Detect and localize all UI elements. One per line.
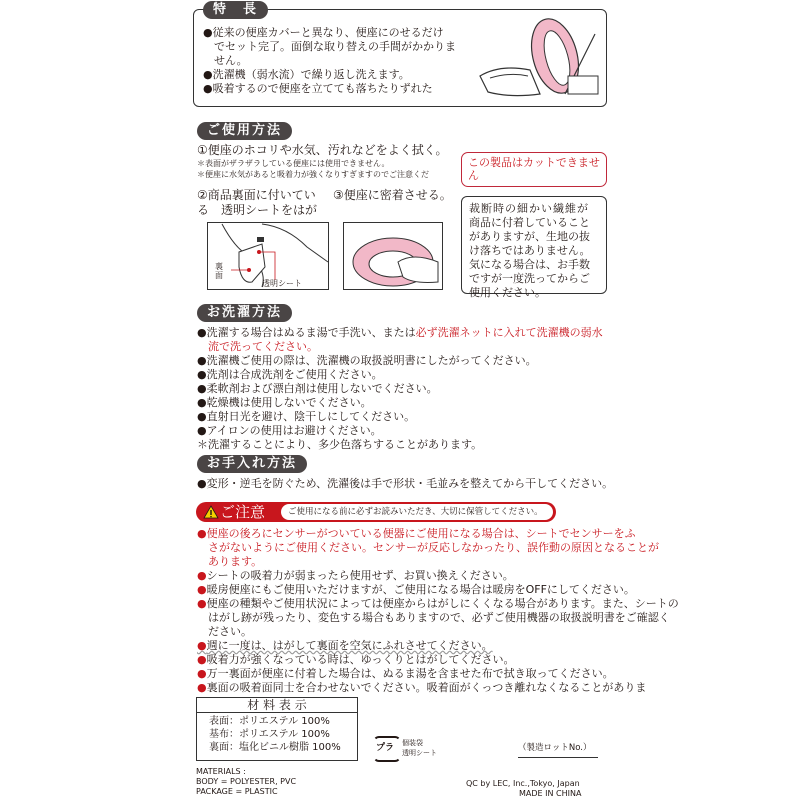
recycle-plastic-icon: プラ <box>373 736 401 762</box>
usage-step-1: ①便座のホコリや水気、汚れなどをよく拭く。 <box>197 143 448 157</box>
toilet-seat-illustration <box>470 14 600 102</box>
material-row: 表面：ポリエステル 100% <box>209 716 330 727</box>
company-text: QC by LEC, Inc.,Tokyo, Japan <box>466 779 580 788</box>
attach-seat-illustration <box>343 222 443 290</box>
materials-table <box>196 697 358 761</box>
material-row: 裏面：塩化ビニル樹脂 100% <box>209 742 341 753</box>
washing-item: ●洗濯機ご使用の際は、洗濯機の取扱説明書にしたがってください。 <box>197 354 537 367</box>
features-heading: 特 長 <box>203 1 268 19</box>
lot-number-label: （製造ロットNo.） <box>518 743 592 753</box>
care-heading: お手入れ方法 <box>197 455 307 473</box>
label-back-side: 裏面 <box>215 262 223 280</box>
washing-item: ●アイロンの使用はお避けください。 <box>197 424 382 437</box>
fiber-note: 裁断時の細かい繊維が 商品に付着していること がありますが、生地の抜 け落ちではありません。 気になる場合は、お手数 ですが一度洗ってからご 使用ください。 <box>469 202 591 299</box>
usage-steps <box>197 143 448 180</box>
caution-item: ●便座の種類やご使用状況によっては便座からはがしにくくなる場合があります。また、シートの <box>197 597 679 610</box>
features-item: ●吸着するので便座を立てても落ちたりずれた <box>203 82 433 95</box>
caution-item: ●便座の後ろにセンサーがついている便器にご使用になる場合は、シートでセンサーをふ <box>197 527 636 540</box>
materials-heading: 材 料 表 示 <box>197 698 357 713</box>
cut-warning-text: この製品はカットできません <box>468 156 600 182</box>
caution-item: ●シートの吸着力が弱まったら使用せず、お買い換えください。 <box>197 569 514 582</box>
caution-list: ●便座の後ろにセンサーがついている便器にご使用になる場合は、シートでセンサーをふ さがないようにご使用ください。センサーが反応しなかったり、誤作動の原因となることが あります。 ●シートの吸着力が弱まったら使用せず、お買い換えください。 ●暖房便座にもご使用いただけますが、ご使用になる場合は暖房をOFFにしてください。 ●便座の種類やご使用状況によっては便座からはがしにくくなる場合があります。また、シートの はがし跡が残ったり、変色する場合もありますので、必ずご使用機器の取扱説明書をご確認く ださい。 ●週に一度は、はがして裏面を空気にふれさせてください。 ●吸着力が強くなっている時は、ゆっくりとはがしてください。 ●万一裏面が便座に付着した場合は、ぬるま湯を含ませた布で拭き取ってください。 ●裏面の吸着面同士を合わせないでください。吸着面がくっつき離れなくなることがありま <box>197 527 679 694</box>
warning-icon <box>203 505 219 519</box>
washing-item: ●洗剤は合成洗剤をご使用ください。 <box>197 368 383 381</box>
lot-number-line <box>518 757 598 758</box>
caution-item: ●吸着力が強くなっている時は、ゆっくりとはがしてください。 <box>197 653 515 666</box>
features-item-cont: せん。 <box>214 54 248 67</box>
washing-item-cont: 流で洗ってください。 <box>208 340 318 353</box>
washing-item: ●乾燥機は使用しないでください。 <box>197 396 372 409</box>
caution-heading: ご注意 <box>220 503 266 521</box>
usage-step-3: ③便座に密着させる。 <box>333 188 452 202</box>
origin-text: MADE IN CHINA <box>519 789 582 798</box>
features-list <box>203 26 456 96</box>
features-item-cont: でセット完了。面倒な取り替えの手間がかかりま <box>214 40 456 53</box>
washing-item: ●直射日光を避け、陰干しにしてください。 <box>197 410 416 423</box>
features-item: ●洗濯機（弱水流）で繰り返し洗えます。 <box>203 68 410 81</box>
caution-item: ●裏面の吸着面同士を合わせないでください。吸着面がくっつき離れなくなることがありま <box>197 681 647 694</box>
washing-heading: お洗濯方法 <box>197 304 292 322</box>
care-item: ●変形・逆毛を防ぐため、洗濯後は手で形状・毛並みを整えてから干してください。 <box>197 477 614 490</box>
caution-item: ●暖房便座にもご使用いただけますが、ご使用になる場合は暖房をOFFにしてください。 <box>197 583 635 596</box>
materials-english: MATERIALS : BODY = POLYESTER, PVC PACKAGE = PLASTIC <box>196 767 297 796</box>
recycle-labels: 個装袋 透明シート <box>402 739 437 757</box>
usage-step-2: ②商品裏面に付いてい る 透明シートをはが <box>197 188 318 217</box>
caution-item: ●万一裏面が便座に付着した場合は、ぬるま湯を含ませた布で拭き取ってください。 <box>197 667 614 680</box>
washing-list <box>197 326 603 452</box>
features-item: ●従来の便座カバーと異なり、便座にのせるだけ <box>203 26 444 39</box>
usage-note: ＊便座に水気があると吸着力が強くなりすぎますのでご注意くだ <box>197 170 429 179</box>
label-clear-sheet: 透明シート <box>262 279 302 288</box>
caution-banner-note: ご使用になる前に必ずお読みいただき、大切に保管してください。 <box>288 507 543 517</box>
usage-note: ＊表面がザラザラしている便座には使用できません。 <box>197 159 390 168</box>
usage-heading: ご使用方法 <box>197 122 292 140</box>
caution-item: ●週に一度は、はがして裏面を空気にふれさせてください。 <box>197 639 493 652</box>
material-row: 基布：ポリエステル 100% <box>209 729 330 740</box>
washing-item: ●柔軟剤および漂白剤は使用しないでください。 <box>197 382 438 395</box>
washing-item: ●洗濯する場合はぬるま湯で手洗い、または必ず洗濯ネットに入れて洗濯機の弱水 <box>197 326 603 339</box>
washing-note: ＊洗濯することにより、多少色落ちすることがあります。 <box>197 438 483 451</box>
